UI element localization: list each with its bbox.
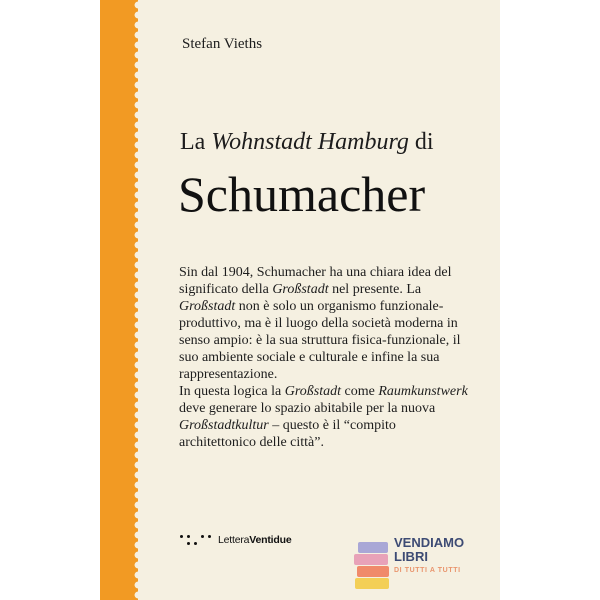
cover-blurb (179, 264, 469, 451)
blurb-italic: Großstadt (272, 282, 329, 297)
blurb-paragraph-2 (179, 383, 469, 451)
publisher-logo (180, 534, 291, 546)
blurb-text: – questo è il “compito architettonico delle città”. (179, 418, 396, 450)
sticker-line-1: VENDIAMO (394, 535, 465, 550)
blurb-text: In questa logica la (179, 384, 285, 399)
subtitle-italic: Wohnstadt Hamburg (211, 129, 409, 155)
blurb-italic: Raumkunstwerk (378, 384, 468, 399)
publisher-dots-icon (180, 535, 212, 546)
blurb-text: deve generare lo spazio abitabile per la nuova (179, 401, 436, 416)
cover-spine-stripe (100, 0, 138, 600)
book-title: Schumacher (178, 166, 426, 222)
book-stack-icon (354, 542, 392, 600)
seller-sticker (348, 512, 500, 600)
blurb-italic: Großstadtkultur (179, 418, 269, 433)
blurb-text: nel presente. La (328, 282, 422, 297)
sticker-line-2: LIBRI (394, 549, 428, 564)
sticker-line-3: DI TUTTI A TUTTI (394, 567, 461, 574)
author-name: Stefan Vieths (182, 36, 263, 52)
blurb-text: Sin dal 1904, Schumacher ha una chiara idea del significato della (179, 265, 452, 297)
publisher-name-bold: Ventidue (249, 534, 292, 546)
publisher-name (218, 534, 291, 546)
blurb-text: non è solo un organismo funzionale-produttivo, ma è il luogo della società moderna in senso ampio: è la sua struttura fisica-funzionale, il suo ambiente sociale e culturale e infine la sua rappresentazione. (179, 299, 461, 382)
blurb-paragraph-1 (179, 264, 469, 383)
subtitle-prefix: La (180, 129, 212, 155)
book-cover (100, 0, 500, 600)
blurb-text: come (341, 384, 379, 399)
blurb-italic: Großstadt (284, 384, 342, 399)
blurb-italic: Großstadt (179, 299, 236, 314)
subtitle-suffix: di (408, 129, 434, 155)
sticker-text (394, 536, 464, 574)
subtitle (180, 129, 434, 156)
publisher-name-light: Lettera (218, 534, 250, 546)
